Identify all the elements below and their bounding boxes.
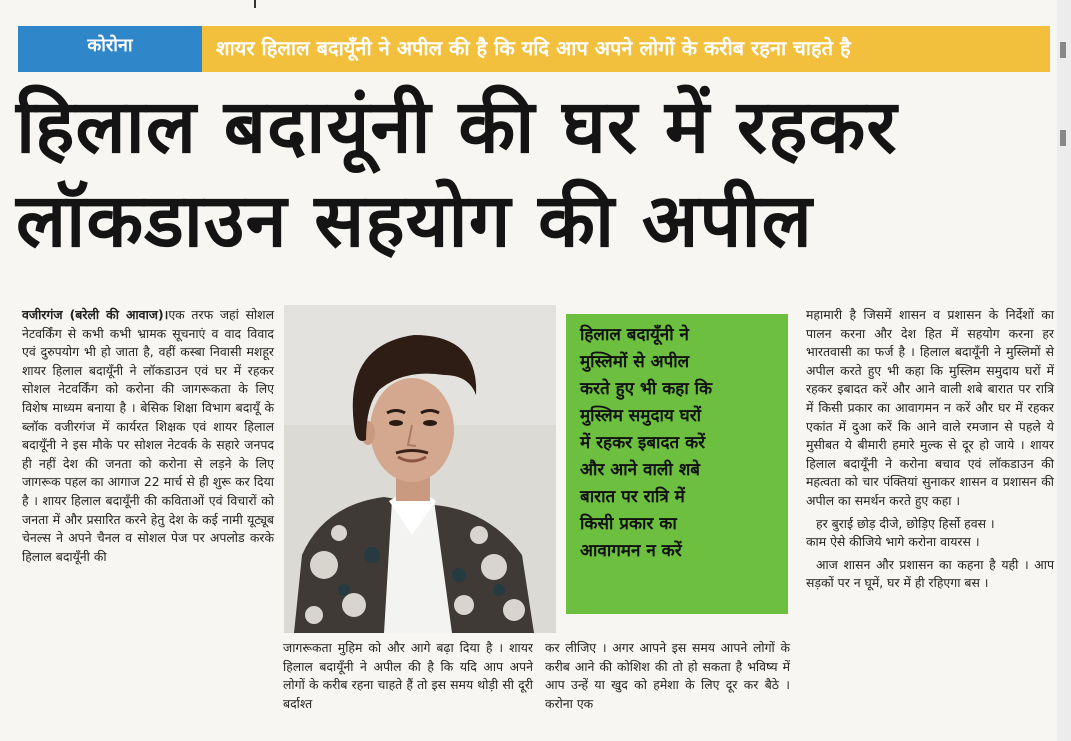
- pull-quote-line: किसी प्रकार का: [580, 514, 677, 534]
- pull-quote-line: मुस्लिमों से अपील: [580, 352, 690, 372]
- portrait-photo: [284, 305, 556, 633]
- article-text-4: महामारी है जिसमें शासन व प्रशासन के निर्देशों का पालन करना और देश हित में सहयोग करना हर भारतवासी का फर्ज है । हिलाल बदायूँनी ने मुस्लिमों से अपील करते हुए भी कहा कि मुस्लिम समुदाय घरों में रहकर इबादत करें और आने वाली शबे बारात पर रात्रि में किसी प्रकार का आवागमन न करें और घर में रहकर एकांत में दुआ करें कि आने वाले रमजान से पहले ये मुसीबत ये बीमारी हमारे मुल्क से दूर हो जाये । शायर हिलाल बदायूँनी ने करोना बचाव एवं लॉकडाउन की महत्वता को चार पंक्तियां सुनाकर शासन व प्रशासन की अपील का समर्थन करते हुए कहा ।: [806, 307, 1054, 508]
- page-edge: [1057, 0, 1071, 741]
- pull-quote-line: में रहकर इबादत करें: [580, 433, 706, 453]
- headline-line-2: लॉकडाउन सहयोग की अपील: [16, 178, 813, 264]
- subheadline-ribbon: शायर हिलाल बदायूँनी ने अपील की है कि यदि आप अपने लोगों के करीब रहना चाहते है: [202, 26, 1050, 72]
- edge-mark: [1060, 42, 1066, 58]
- verse-line-1: हर बुराई छोड़ दीजे, छोड़िए हिर्सो हवस ।: [816, 515, 995, 531]
- verse-line-3: आज शासन और प्रशासन का कहना है यही । आप सड़कों पर न घूमें, घर में ही रहिएगा बस ।: [806, 556, 1054, 591]
- section-kicker: कोरोना: [18, 26, 202, 72]
- pull-quote-line: और आने वाली शबे: [580, 460, 700, 480]
- article-column-2: जागरूकता मुहिम को और आगे बढ़ा दिया है । शायर हिलाल बदायूँनी ने अपील की है कि यदि आप अपने लोगों के करीब रहना चाहते हैं तो इस समय थोड़ी सी दूरी बर्दाश्त: [283, 640, 533, 711]
- header-band: [18, 26, 1050, 72]
- column-rule: [254, 0, 256, 8]
- edge-mark: [1060, 130, 1066, 146]
- pull-quote-line: आवागमन न करें: [580, 541, 682, 561]
- headline-line-1: हिलाल बदायूंनी की घर में रहकर: [16, 84, 898, 170]
- dateline: वजीरगंज (बरेली की आवाज)।: [22, 307, 169, 322]
- article-text-1: एक तरफ जहां सोशल नेटवर्किंग से कभी कभी भ्रामक सूचनाएं व वाद विवाद एवं दुरुपयोग भी हो जाता है, वहीं कस्बा निवासी मशहूर शायर हिलाल बदायूँनी ने लॉकडाउन एवं घर में रहकर सोशल नेटवर्किंग को करोना की जागरूकता के लिए विशेष माध्यम बनाया है । बेसिक शिक्षा विभाग बदायूँ के ब्लॉक वजीरगंज में कार्यरत शिक्षक एवं शायर हिलाल बदायूँनी ने इस मौके पर सोशल नेटवर्क के सहारे जनपद ही नहीं देश की जनता को करोना से लड़ने के लिए जागरूक पहल का आगाज 22 मार्च से ही शुरू कर दिया है । शायर हिलाल बदायूँनी की कविताओं एवं विचारों को जनता में और प्रसारित करने हेतु देश के कई नामी यूट्यूब चेनल्स ने अपने चैनल व सोशल पेज पर अपलोड करके हिलाल बदायूँनी की: [22, 307, 274, 564]
- pull-quote-line: बारात पर रात्रि में: [580, 487, 685, 507]
- article-column-1: [22, 306, 274, 566]
- pull-quote: [566, 314, 788, 614]
- article-column-4: [806, 306, 1054, 593]
- pull-quote-line: करते हुए भी कहा कि: [580, 379, 713, 399]
- article-column-3: कर लीजिए । अगर आपने इस समय आपने लोगों के करीब आने की कोशिश की तो हो सकता है भविष्य में आप उन्हें या खुद को हमेशा के लिए दूर कर बैठे । करोना एक: [545, 640, 790, 711]
- pull-quote-line: मुस्लिम समुदाय घरों: [580, 406, 702, 426]
- headline: [16, 80, 1056, 268]
- portrait-illustration: [284, 305, 556, 633]
- verse-line-2: काम ऐसे कीजिये भागे करोना वायरस ।: [806, 534, 980, 550]
- pull-quote-line: हिलाल बदायूँनी ने: [580, 325, 689, 345]
